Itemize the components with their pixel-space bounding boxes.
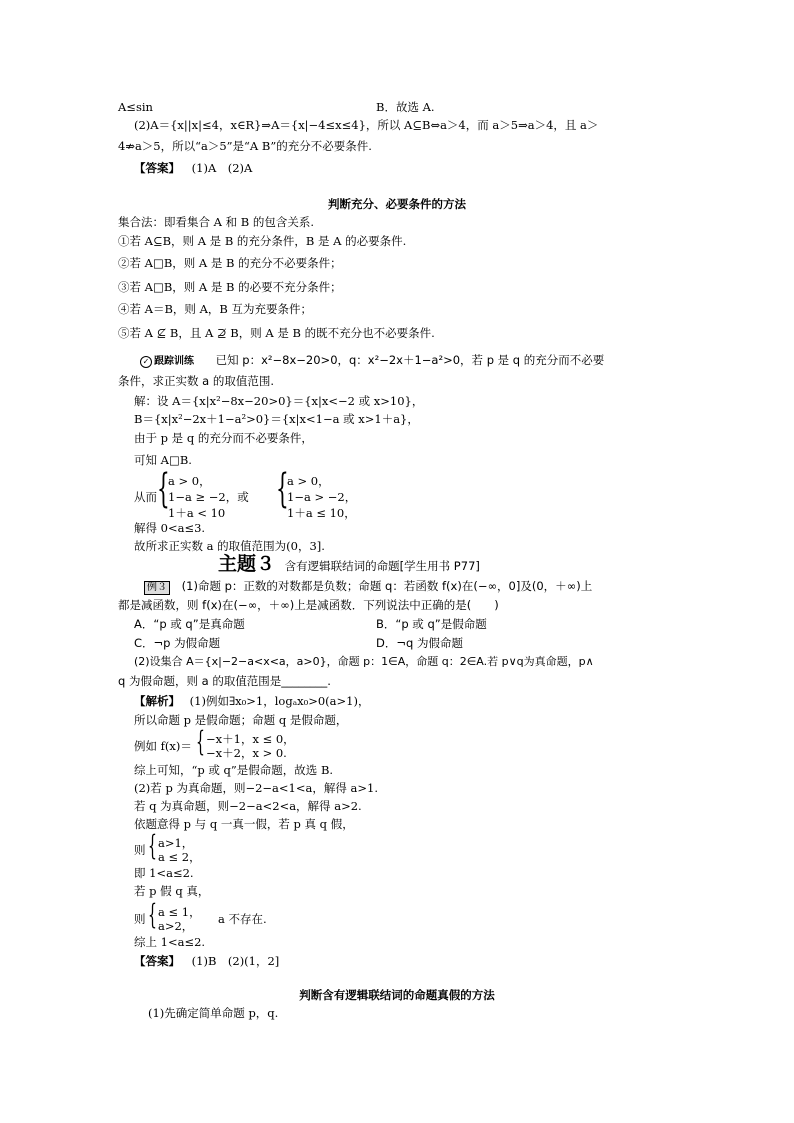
example-text: (1)命题 p：正数的对数都是负数；命题 q：若函数 f(x)在(−∞，0]及(0，＋∞)上	[181, 579, 593, 593]
brace-icon: {	[196, 725, 205, 758]
piecewise-eq: −x＋1，x ≤ 0，	[206, 732, 295, 746]
option-b: B．“p 或 q”是假命题	[376, 617, 487, 631]
text-line: 集合法：即看集合 A 和 B 的包含关系.	[118, 215, 315, 229]
text-line: ④若 A＝B，则 A，B 互为充要条件；	[118, 302, 312, 316]
method-heading: 判断含有逻辑联结词的命题真假的方法	[299, 988, 495, 1002]
option-a: A．“p 或 q”是真命题	[134, 617, 245, 631]
option-d: D．¬q 为假命题	[376, 636, 463, 650]
text-line: 解：设 A＝{x|x²−8x−20>0}＝{x|x<−2 或 x>10}，	[134, 394, 424, 408]
example-line	[144, 579, 592, 595]
system-eq: a>1，	[158, 836, 194, 850]
brace-icon: {	[148, 829, 157, 862]
text-line: 由于 p 是 q 的充分而不必要条件，	[134, 431, 313, 445]
text-line: B＝{x|x²−2x＋1−a²>0}＝{x|x<1−a 或 x>1＋a}，	[134, 412, 419, 426]
system-eq: a > 0，	[287, 474, 330, 488]
text-line: (2)若 p 为真命题，则−2−a<1<a，解得 a>1.	[134, 781, 378, 795]
text-line: a 不存在.	[218, 912, 267, 926]
answer-label: 【答案】	[134, 954, 180, 968]
system-eq: 1＋a < 10	[168, 506, 226, 520]
text-line: 依题意得 p 与 q 一真一假，若 p 真 q 假，	[134, 817, 354, 831]
method-heading: 判断充分、必要条件的方法	[328, 197, 466, 211]
topic-heading	[218, 554, 480, 577]
text-line: 例如 f(x)＝	[134, 739, 192, 753]
text-line: 则	[134, 843, 146, 857]
option-c: C．¬p 为假命题	[134, 636, 221, 650]
text-line: ②若 A□B，则 A 是 B 的充分不必要条件；	[118, 256, 342, 270]
exercise-line	[140, 353, 604, 369]
answer-label: 【答案】	[134, 161, 180, 175]
text-line: 若 q 为真命题，则−2−a<2<a，解得 a>2.	[134, 799, 362, 813]
answer-line	[134, 954, 279, 968]
text-line: ⑤若 A ⊈ B，且 A ⊉ B，则 A 是 B 的既不充分也不必要条件.	[118, 326, 435, 340]
topic-subtitle: 含有逻辑联结词的命题[学生用书 P77]	[284, 559, 480, 573]
answer-text: (1)B (2)(1，2]	[191, 954, 280, 968]
text-line: 所以命题 p 是假命题；命题 q 是假命题，	[134, 713, 348, 727]
check-icon: ✓	[140, 356, 152, 368]
text-line: 即 1<a≤2.	[134, 866, 194, 880]
text-line: 4⇏a＞5，所以“a＞5”是“A B”的充分不必要条件.	[118, 139, 372, 153]
text-line: 解得 0<a≤3.	[134, 521, 206, 535]
text-line: A≤sin	[118, 100, 153, 114]
text-line: q 为假命题，则 a 的取值范围是________.	[118, 674, 331, 688]
system-eq: a>2，	[158, 919, 194, 933]
text-line: 都是减函数，则 f(x)在(−∞，＋∞)上是减函数．下列说法中正确的是( )	[118, 598, 499, 612]
text-line: 故所求正实数 a 的取值范围为(0，3].	[134, 539, 325, 553]
text-line: (2)设集合 A＝{x|−2−a<x<a，a>0}，命题 p：1∈A，命题 q：2∈A.若 p∨q为真命题，p∧	[134, 655, 594, 668]
text-line: ③若 A□B，则 A 是 B 的必要不充分条件；	[118, 280, 342, 294]
analysis-label: 【解析】	[134, 694, 180, 708]
system-eq: a > 0，	[168, 474, 211, 488]
answer-text: (1)A (2)A	[191, 161, 253, 175]
system-eq: 1−a ≥ −2，或	[168, 490, 249, 504]
text-line: 从而	[134, 490, 157, 504]
text-line: 综上 1<a≤2.	[134, 935, 206, 949]
system-eq: 1＋a ≤ 10，	[287, 506, 356, 520]
example-badge: 例３	[144, 581, 170, 595]
brace-icon: {	[157, 466, 170, 512]
follow-up-badge: ✓ 跟踪训练	[140, 355, 194, 369]
text-line: B．故选 A.	[376, 100, 435, 114]
text-line: 综上可知，“p 或 q”是假命题，故选 B.	[134, 763, 334, 777]
text-line: (2)A＝{x||x|≤4，x∈R}⇒A＝{x|−4≤x≤4}，所以 A⊆B⇔a＞4，而 a＞5⇒a＞4，且 a＞	[134, 118, 599, 132]
topic-title: 主题３	[218, 554, 276, 575]
exercise-text: 已知 p：x²−8x−20>0，q：x²−2x＋1−a²>0，若 p 是 q 的充分而不必要	[215, 353, 605, 367]
analysis-text: (1)例如∃x₀>1，logₐx₀>0(a>1)，	[189, 694, 370, 708]
text-line: (1)先确定简单命题 p，q.	[148, 1006, 279, 1020]
system-eq: 1−a > −2，	[287, 490, 357, 504]
analysis-line	[134, 694, 369, 708]
brace-icon: {	[276, 466, 289, 512]
text-line: 条件，求正实数 a 的取值范围.	[118, 374, 275, 388]
system-eq: a ≤ 2，	[158, 850, 201, 864]
text-line: 可知 A□B.	[134, 453, 192, 467]
text-line: 则	[134, 912, 146, 926]
text-line: ①若 A⊆B，则 A 是 B 的充分条件，B 是 A 的必要条件.	[118, 234, 407, 248]
piecewise-eq: −x＋2，x > 0.	[206, 746, 287, 760]
system-eq: a ≤ 1，	[158, 905, 201, 919]
text-line: 若 p 假 q 真，	[134, 884, 210, 898]
answer-line	[134, 161, 252, 175]
brace-icon: {	[148, 898, 157, 931]
